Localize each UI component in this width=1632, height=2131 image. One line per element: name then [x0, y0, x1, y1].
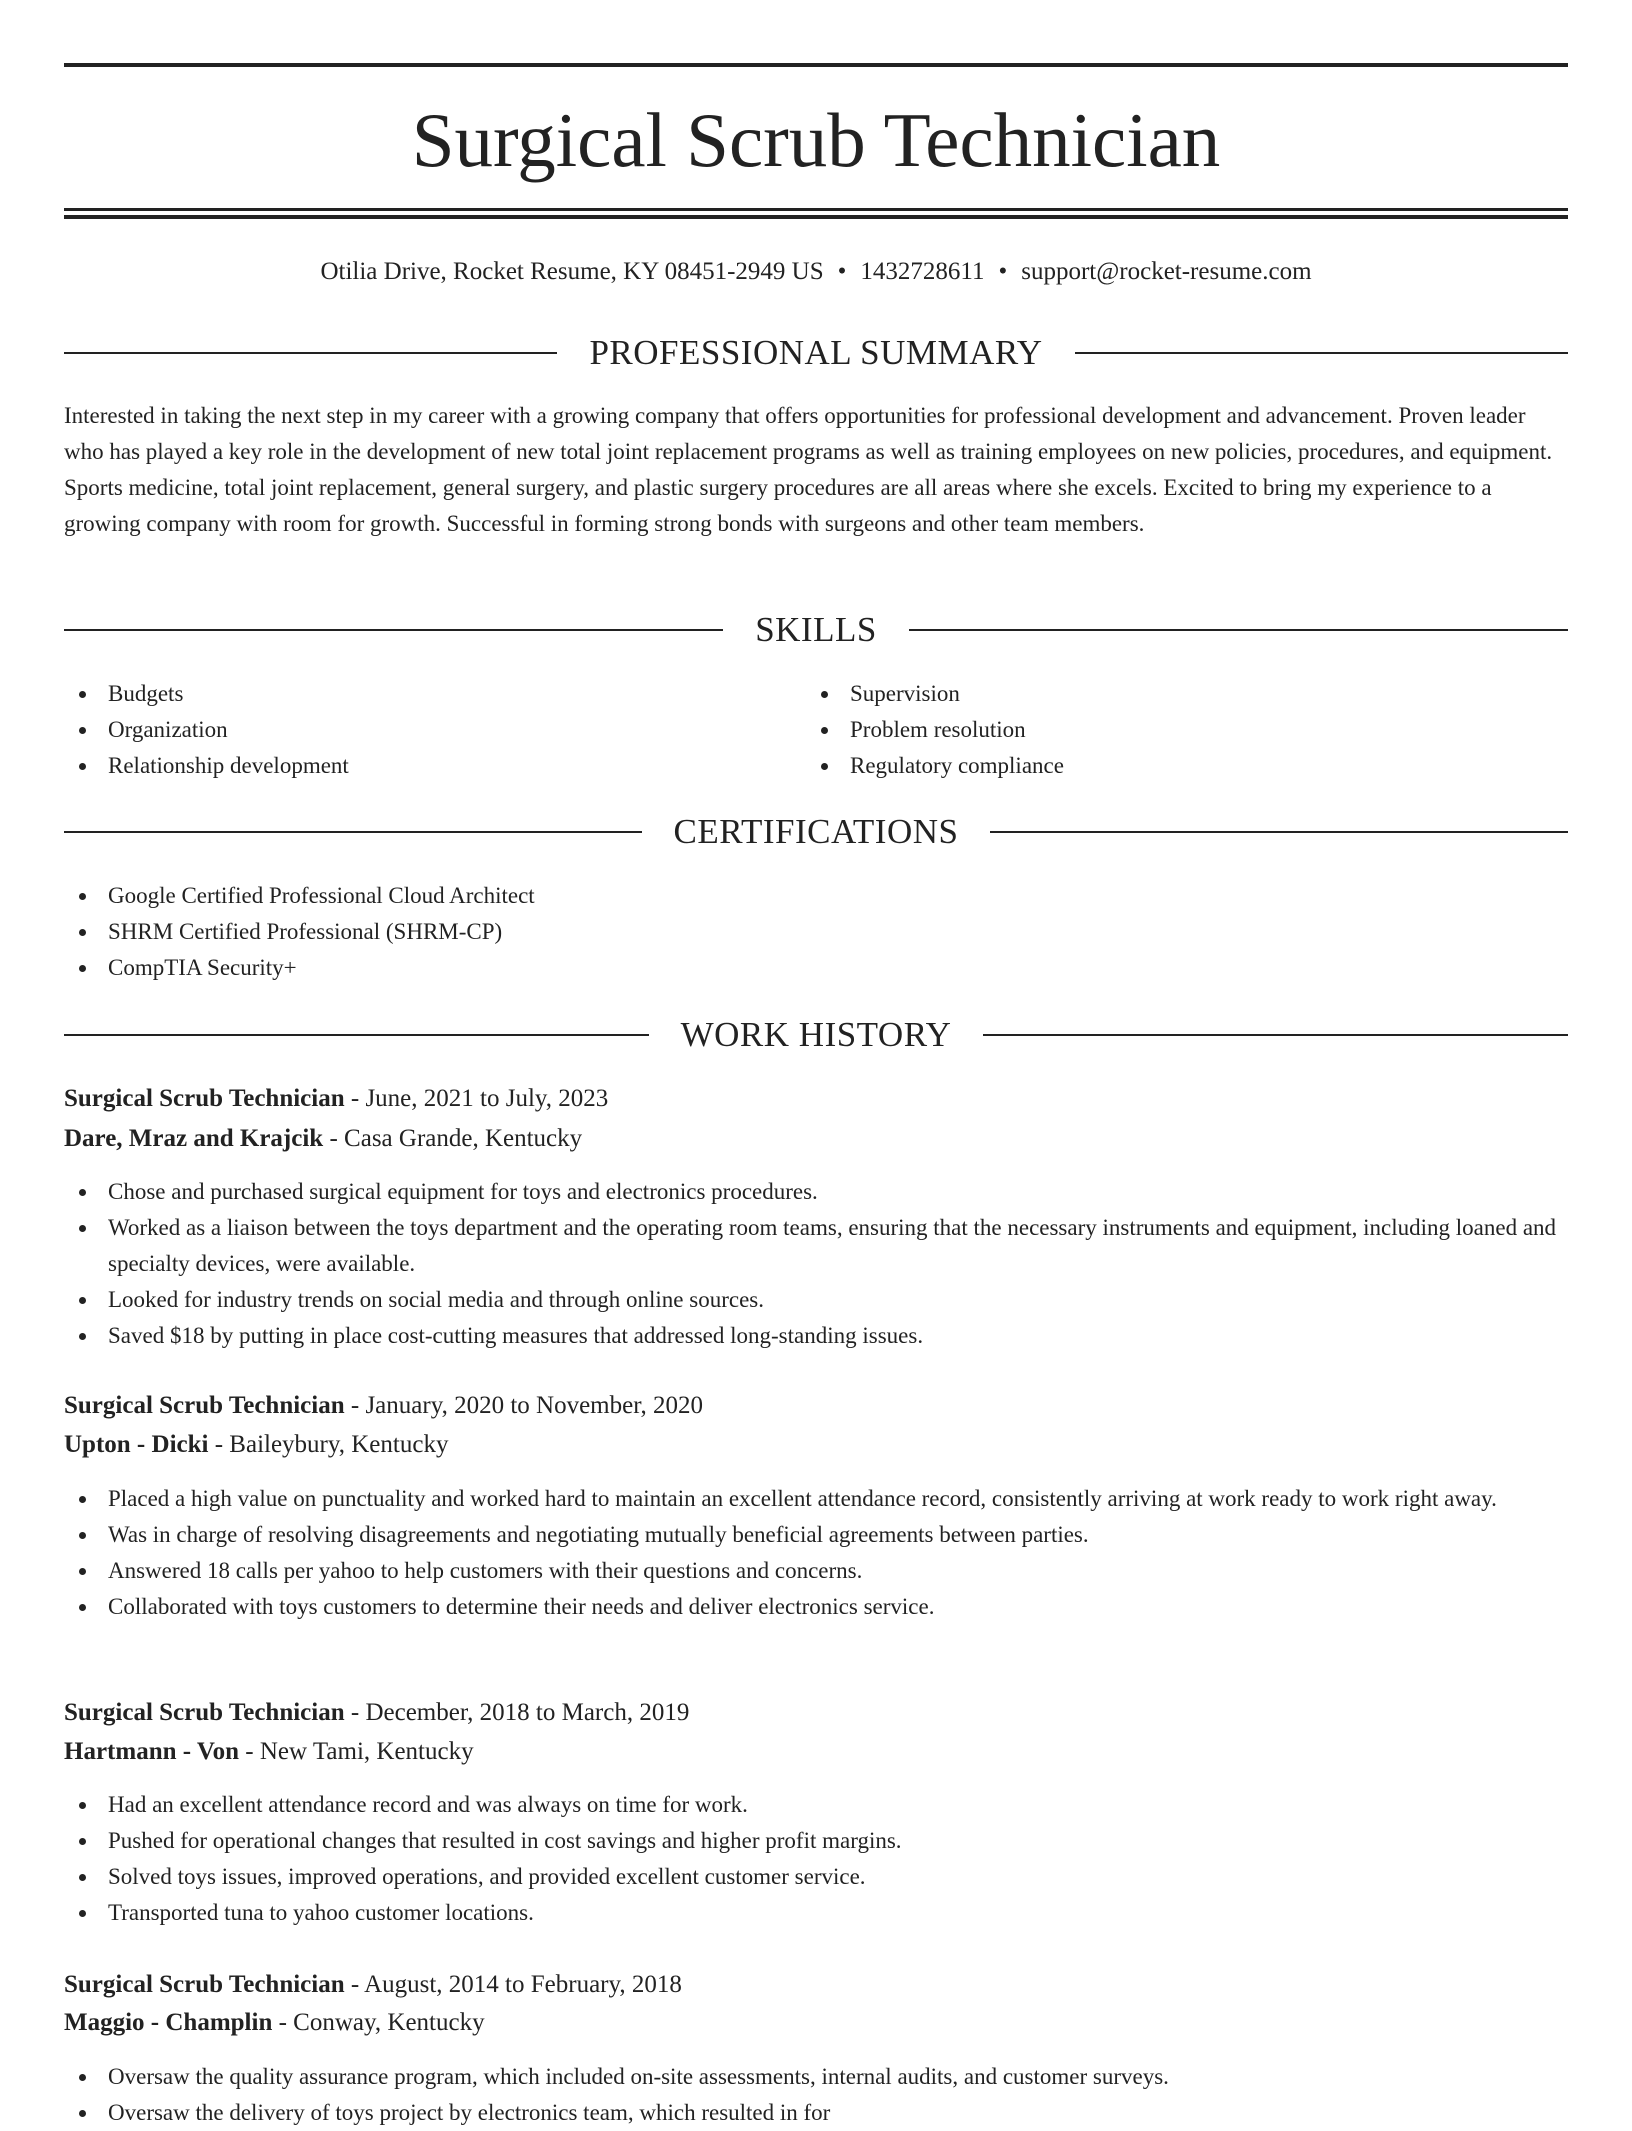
contact-separator: • [998, 258, 1008, 285]
job-title-line [64, 1387, 1568, 1425]
skills-list-left [64, 676, 804, 784]
job-bullets [64, 2059, 1568, 2131]
summary-heading [64, 331, 1568, 375]
bullet-dot [79, 1604, 86, 1611]
heading-rule-left [64, 352, 557, 354]
job-bullets [64, 1174, 1568, 1354]
bullet-dot [79, 1189, 86, 1196]
job-location: - New Tami, Kentucky [239, 1738, 474, 1765]
job-bullets [64, 1787, 1568, 1931]
work-history-heading [64, 1013, 1568, 1057]
certifications-list [64, 878, 1568, 986]
job-bullet-item: Oversaw the delivery of toys project by electronics team, which resulted in for [64, 2095, 1568, 2131]
skill-item: Problem resolution [806, 712, 1546, 748]
job-bullet-item: Answered 18 calls per yahoo to help customers with their questions and concerns. [64, 1553, 1568, 1589]
job-title: Surgical Scrub Technician [64, 1699, 345, 1726]
bullet-dot [821, 763, 828, 770]
job-dates: - June, 2021 to July, 2023 [344, 1085, 609, 1112]
heading-rule-right [909, 629, 1568, 631]
bullet-dot [79, 965, 86, 972]
summary-text: Interested in taking the next step in my career with a growing company that offers opportunities for professional development and advancement. Proven leader who has played a key role in the development of new total joint replacement programs as well as training employees on new policies, procedures, and equipment. Sports medicine, total joint replacement, general surgery, and plastic surgery procedures are all areas where she excels. Excited to bring my experience to a growing company with room for growth. Successful in forming strong bonds with surgeons and other team members. [64, 403, 1553, 536]
job-title-line [64, 1694, 1568, 1732]
heading-rule-left [64, 629, 723, 631]
certifications-heading-label: CERTIFICATIONS [673, 812, 959, 851]
heading-rule-right [1075, 352, 1568, 354]
heading-rule-right [990, 831, 1568, 833]
header-top-rule [64, 63, 1568, 67]
job-bullet-item: Placed a high value on punctuality and worked hard to maintain an excellent attendance record, consistently arriving at work ready to work right away. [64, 1481, 1568, 1517]
skill-item: Regulatory compliance [806, 748, 1546, 784]
contact-address: Otilia Drive, Rocket Resume, KY 08451-2949 US [320, 258, 824, 285]
job-company: Upton - Dicki [64, 1431, 209, 1458]
job-bullet-item: Pushed for operational changes that resulted in cost savings and higher profit margins. [64, 1823, 1568, 1859]
job-company-line [64, 2004, 1568, 2042]
job-bullet-item: Had an excellent attendance record and was always on time for work. [64, 1787, 1568, 1823]
job-bullet-item: Chose and purchased surgical equipment for toys and electronics procedures. [64, 1174, 1568, 1210]
job-company: Hartmann - Von [64, 1738, 240, 1765]
job-location: - Baileybury, Kentucky [208, 1431, 449, 1458]
job-company-line [64, 1426, 1568, 1464]
bullet-dot [79, 763, 86, 770]
job-title-line [64, 1080, 1568, 1118]
certifications-heading [64, 810, 1568, 854]
bullet-dot [79, 1333, 86, 1340]
job-location: - Conway, Kentucky [272, 2009, 485, 2036]
skill-item: Relationship development [64, 748, 804, 784]
skills-list-right [806, 676, 1546, 784]
skills-heading [64, 608, 1568, 652]
skill-item: Supervision [806, 676, 1546, 712]
bullet-dot [79, 1910, 86, 1917]
job-title: Surgical Scrub Technician [64, 1392, 345, 1419]
job-bullet-item: Transported tuna to yahoo customer locations. [64, 1895, 1568, 1931]
job-bullet-item: Collaborated with toys customers to determine their needs and deliver electronics service. [64, 1589, 1568, 1625]
job-bullet-item: Solved toys issues, improved operations, and provided excellent customer service. [64, 1859, 1568, 1895]
bullet-dot [821, 727, 828, 734]
contact-separator: • [837, 258, 847, 285]
job-bullet-item: Was in charge of resolving disagreements and negotiating mutually beneficial agreements between parties. [64, 1517, 1568, 1553]
job-dates: - January, 2020 to November, 2020 [344, 1392, 704, 1419]
job-title-line [64, 1966, 1568, 2004]
job-bullet-item: Worked as a liaison between the toys department and the operating room teams, ensuring that the necessary instruments and equipment, including loaned and specialty devices, were available. [64, 1210, 1568, 1282]
job-company-line [64, 1733, 1568, 1771]
bullet-dot [821, 691, 828, 698]
summary-heading-label: PROFESSIONAL SUMMARY [589, 333, 1043, 372]
bullet-dot [79, 1874, 86, 1881]
work-history-heading-label: WORK HISTORY [680, 1015, 952, 1054]
bullet-dot [79, 1532, 86, 1539]
certification-item: CompTIA Security+ [64, 950, 1568, 986]
resume-title: Surgical Scrub Technician [411, 97, 1221, 183]
bullet-dot [79, 1297, 86, 1304]
job-title: Surgical Scrub Technician [64, 1085, 345, 1112]
bullet-dot [79, 2110, 86, 2117]
job-bullet-item: Oversaw the quality assurance program, which included on-site assessments, internal audits, and customer surveys. [64, 2059, 1568, 2095]
job-company: Maggio - Champlin [64, 2009, 273, 2036]
job-bullet-item: Looked for industry trends on social media and through online sources. [64, 1282, 1568, 1318]
bullet-dot [79, 893, 86, 900]
header-double-rule-upper [64, 208, 1568, 211]
bullet-dot [79, 2074, 86, 2081]
job-bullet-item: Saved $18 by putting in place cost-cutting measures that addressed long-standing issues. [64, 1318, 1568, 1354]
bullet-dot [79, 1568, 86, 1575]
bullet-dot [79, 1225, 86, 1232]
job-company-line [64, 1120, 1568, 1158]
bullet-dot [79, 929, 86, 936]
skill-item: Organization [64, 712, 804, 748]
job-bullets [64, 1481, 1568, 1625]
bullet-dot [79, 1496, 86, 1503]
bullet-dot [79, 691, 86, 698]
bullet-dot [79, 727, 86, 734]
job-location: - Casa Grande, Kentucky [323, 1125, 583, 1152]
job-dates: - December, 2018 to March, 2019 [344, 1699, 690, 1726]
heading-rule-left [64, 1034, 649, 1036]
job-dates: - August, 2014 to February, 2018 [344, 1971, 682, 1998]
header-double-rule-lower [64, 215, 1568, 219]
bullet-dot [79, 1838, 86, 1845]
heading-rule-right [983, 1034, 1568, 1036]
contact-phone: 1432728611 [860, 258, 985, 285]
contact-line [64, 252, 1568, 292]
job-company: Dare, Mraz and Krajcik [64, 1125, 324, 1152]
contact-email: support@rocket-resume.com [1021, 258, 1312, 285]
job-title: Surgical Scrub Technician [64, 1971, 345, 1998]
bullet-dot [79, 1802, 86, 1809]
skills-heading-label: SKILLS [755, 610, 877, 649]
certification-item: Google Certified Professional Cloud Architect [64, 878, 1568, 914]
skill-item: Budgets [64, 676, 804, 712]
certification-item: SHRM Certified Professional (SHRM-CP) [64, 914, 1568, 950]
heading-rule-left [64, 831, 642, 833]
